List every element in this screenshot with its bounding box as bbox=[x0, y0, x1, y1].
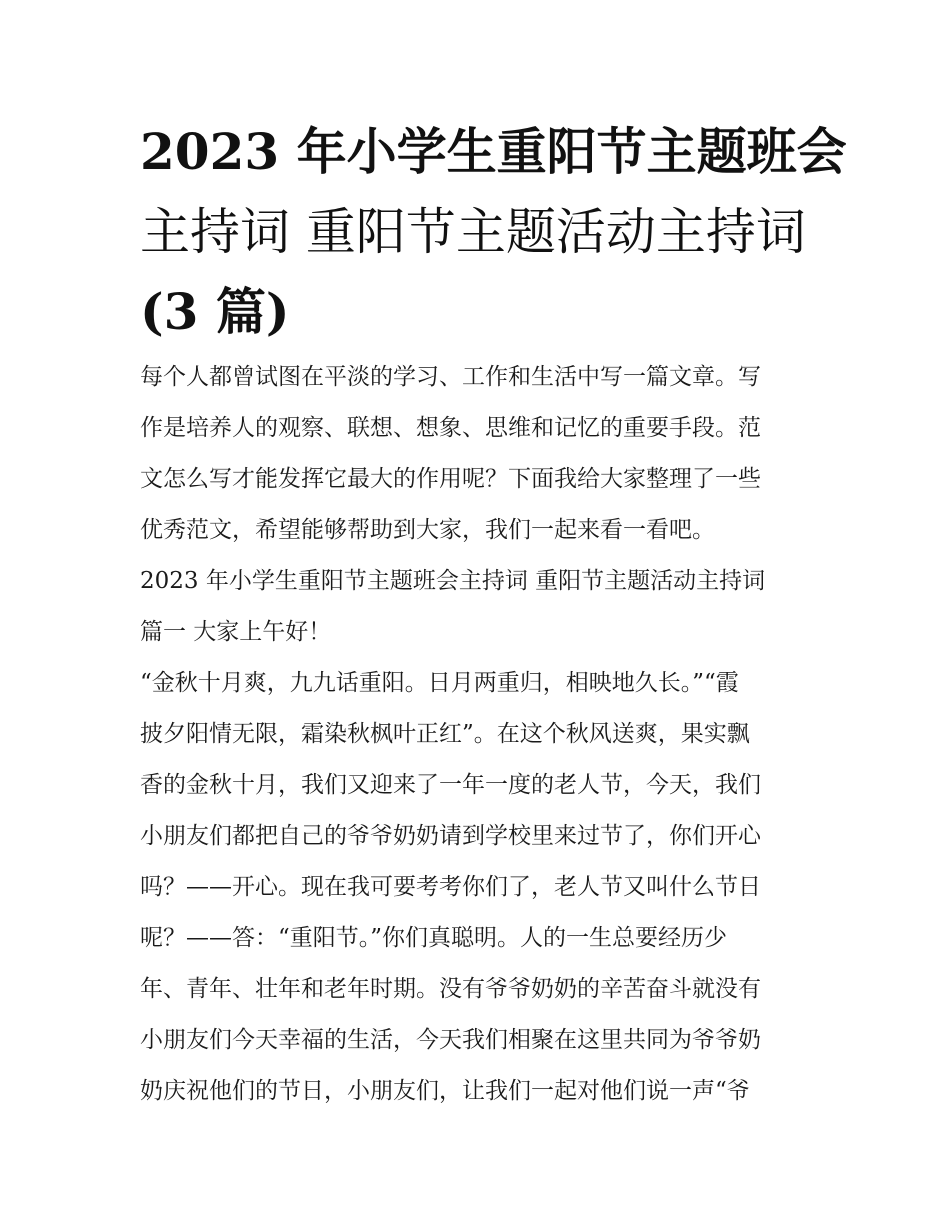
title-line: 2023 年小学生重阳节主题班会 bbox=[140, 122, 847, 181]
body-line: 每个人都曾试图在平淡的学习、工作和生活中写一篇文章。写 bbox=[140, 364, 761, 390]
body-line: 篇一 大家上午好！ bbox=[140, 619, 332, 645]
body-line: 优秀范文，希望能够帮助到大家，我们一起来看一看吧。 bbox=[140, 517, 715, 543]
body-line: 小朋友们都把自己的爷爷奶奶请到学校里来过节了，你们开心 bbox=[140, 823, 761, 849]
body-line: 作是培养人的观察、联想、想象、思维和记忆的重要手段。范 bbox=[140, 415, 761, 441]
body-line: 奶庆祝他们的节日，小朋友们，让我们一起对他们说一声“爷 bbox=[140, 1078, 750, 1104]
body-line: 文怎么写才能发挥它最大的作用呢？下面我给大家整理了一些 bbox=[140, 466, 761, 492]
title-line: (3 篇) bbox=[140, 282, 290, 341]
body-line: 2023 年小学生重阳节主题班会主持词 重阳节主题活动主持词 bbox=[140, 568, 766, 594]
body-line: 披夕阳情无限，霜染秋枫叶正红”。在这个秋风送爽，果实飘 bbox=[140, 721, 750, 747]
body-line: 小朋友们今天幸福的生活，今天我们相聚在这里共同为爷爷奶 bbox=[140, 1027, 761, 1053]
body-line: “金秋十月爽，九九话重阳。日月两重归，相映地久长。”“霞 bbox=[140, 670, 739, 696]
document-title bbox=[140, 112, 847, 352]
body-line: 香的金秋十月，我们又迎来了一年一度的老人节，今天，我们 bbox=[140, 772, 761, 798]
body-line: 呢？——答：“重阳节。”你们真聪明。人的一生总要经历少 bbox=[140, 925, 728, 951]
document-body bbox=[140, 352, 830, 1117]
body-line: 年、青年、壮年和老年时期。没有爷爷奶奶的辛苦奋斗就没有 bbox=[140, 976, 761, 1002]
title-line: 主持词 重阳节主题活动主持词 bbox=[140, 203, 806, 261]
body-line: 吗？——开心。现在我可要考考你们了，老人节又叫什么节日 bbox=[140, 874, 761, 900]
